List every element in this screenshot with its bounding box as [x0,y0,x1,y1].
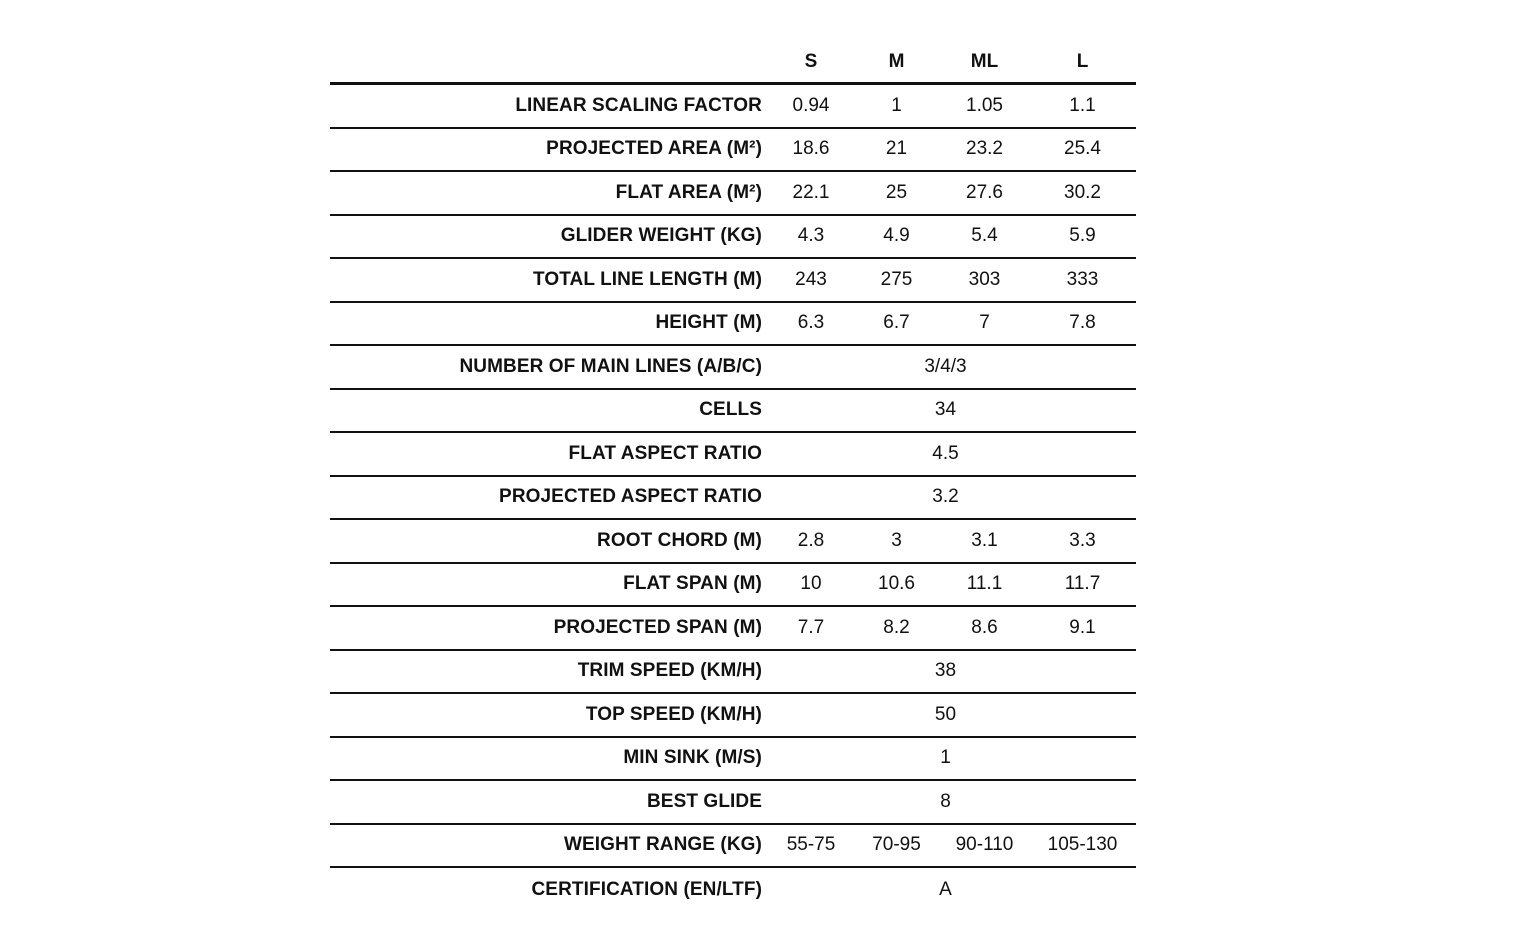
cell-all-sizes: 3/4/3 [924,355,967,377]
cell-l: 9.1 [1069,616,1096,638]
row-label: MIN SINK (M/S) [623,747,762,769]
cell-s: 243 [795,268,827,290]
cell-l: 7.8 [1069,312,1096,334]
cell-m: 70-95 [872,834,921,856]
table-row [330,433,1136,477]
row-label: BEST GLIDE [646,790,762,812]
row-label: ROOT CHORD (M) [597,529,762,551]
row-label: FLAT ASPECT RATIO [568,442,762,464]
cell-m: 25 [885,181,908,203]
row-label: PROJECTED SPAN (M) [553,616,762,638]
table-row [330,85,1136,129]
cell-l: 3.3 [1069,529,1096,551]
cell-m: 4.9 [883,225,910,247]
table-row [330,390,1136,434]
table-row [330,651,1136,695]
cell-ml: 8.6 [971,616,998,638]
row-label: GLIDER WEIGHT (KG) [560,225,762,247]
row-label: CELLS [699,399,762,421]
table-row [330,738,1136,782]
cell-ml: 90-110 [955,834,1014,856]
cell-m: 6.7 [883,312,910,334]
table-row [330,129,1136,173]
cell-ml: 5.4 [971,225,998,247]
cell-all-sizes: 4.5 [932,442,959,464]
cell-l: 333 [1066,268,1099,290]
cell-s: 22.1 [792,181,830,203]
cell-m: 21 [885,138,908,160]
row-label: LINEAR SCALING FACTOR [515,94,762,116]
row-label: CERTIFICATION (EN/LTF) [531,878,762,900]
cell-m: 10.6 [878,573,915,595]
table-row [330,694,1136,738]
table-row [330,477,1136,521]
cell-ml: 23.2 [966,138,1003,160]
table-row [330,259,1136,303]
cell-ml: 27.6 [966,181,1003,203]
cell-s: 2.8 [797,529,825,551]
row-label: PROJECTED AREA (M²) [546,138,762,160]
table-row [330,216,1136,260]
row-label: TOTAL LINE LENGTH (M) [532,268,762,290]
cell-m: 1 [891,94,902,116]
row-label: NUMBER OF MAIN LINES (A/B/C) [459,355,762,377]
cell-m: 3 [891,529,902,551]
cell-m: 275 [880,268,913,290]
cell-s: 6.3 [797,312,825,334]
table-row [330,781,1136,825]
table-row [330,868,1136,912]
table-row [330,303,1136,347]
size-header-m: M [888,51,905,72]
cell-l: 105-130 [1047,834,1118,856]
cell-s: 10 [800,573,822,595]
size-header-l: L [1076,51,1089,72]
cell-s: 4.3 [797,225,825,247]
row-label: FLAT SPAN (M) [623,573,762,595]
cell-s: 0.94 [792,94,830,116]
row-label: TRIM SPEED (KM/H) [577,660,762,682]
cell-ml: 303 [968,268,1001,290]
spec-table [330,42,1136,912]
cell-ml: 11.1 [966,573,1003,595]
cell-l: 30.2 [1064,181,1101,203]
cell-all-sizes: 50 [934,703,957,725]
row-label: TOP SPEED (KM/H) [585,703,762,725]
size-header-s: S [804,51,818,72]
row-label: HEIGHT (M) [655,312,762,334]
row-label: WEIGHT RANGE (KG) [563,834,762,856]
cell-ml: 3.1 [971,529,998,551]
row-label: PROJECTED ASPECT RATIO [499,486,762,508]
size-header-ml: ML [970,51,999,72]
table-row [330,607,1136,651]
table-row [330,346,1136,390]
row-label: FLAT AREA (M²) [615,181,762,203]
cell-l: 25.4 [1064,138,1101,160]
cell-l: 1.1 [1069,94,1096,116]
cell-all-sizes: 8 [940,790,951,812]
table-row [330,564,1136,608]
cell-all-sizes: A [939,878,952,900]
cell-all-sizes: 3.2 [932,486,959,508]
cell-m: 8.2 [883,616,910,638]
table-row [330,172,1136,216]
cell-l: 11.7 [1064,573,1101,595]
cell-ml: 1.05 [966,94,1003,116]
table-header [330,42,1136,85]
cell-l: 5.9 [1069,225,1096,247]
cell-all-sizes: 1 [940,747,951,769]
cell-s: 18.6 [792,138,830,160]
cell-ml: 7 [979,312,990,334]
table-row [330,825,1136,869]
cell-all-sizes: 34 [934,399,957,421]
cell-s: 55-75 [786,834,836,856]
table-row [330,520,1136,564]
cell-s: 7.7 [797,616,825,638]
cell-all-sizes: 38 [934,660,957,682]
